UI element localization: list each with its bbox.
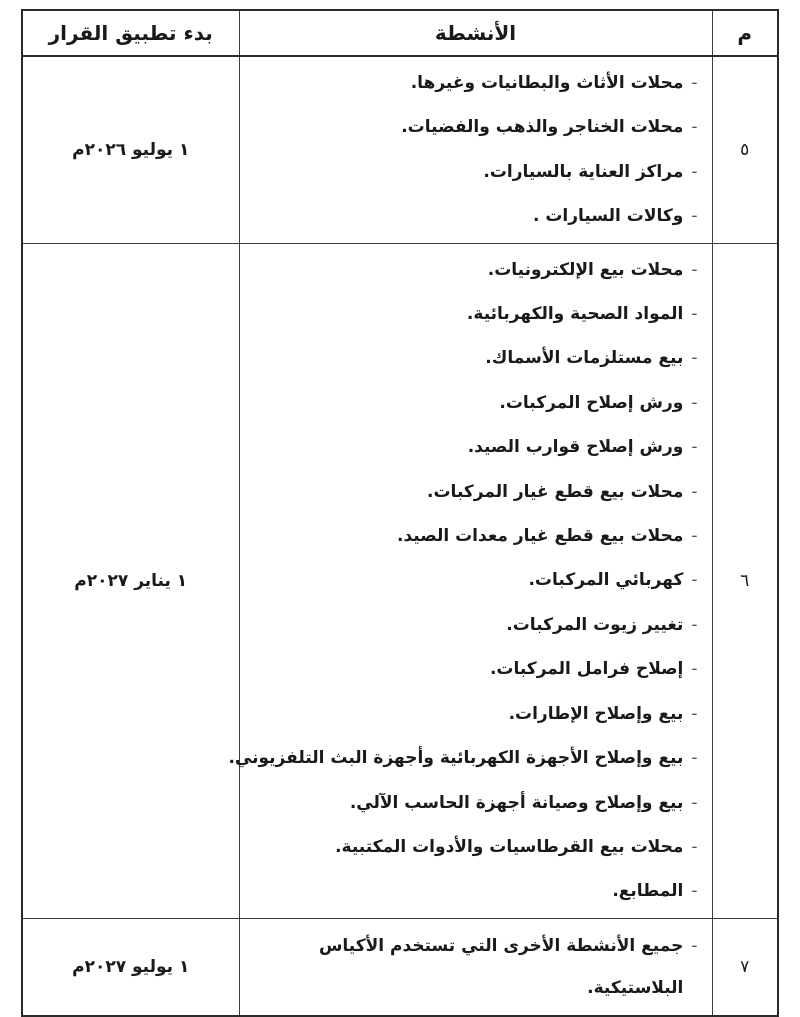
activities-cell: [228, 243, 712, 918]
activity-text: محلات الخناجر والذهب والفضيات.: [401, 117, 684, 138]
dash-bullet-icon: -: [691, 792, 698, 813]
header-activities: الأنشطة: [239, 10, 712, 56]
start-date: ١ يناير ٢٠٢٧م: [22, 243, 239, 918]
activities-list: [248, 61, 698, 239]
list-item: [248, 336, 698, 380]
list-item: [248, 150, 698, 194]
activity-text: بيع مستلزمات الأسماك.: [485, 348, 684, 369]
dash-bullet-icon: -: [691, 836, 698, 857]
activity-text: جميع الأنشطة الأخرى التي تستخدم الأكياس البلاستيكية.: [318, 935, 684, 998]
row-number: ٧: [712, 918, 778, 1016]
activity-text: إصلاح فرامل المركبات.: [489, 659, 684, 680]
list-item: [248, 558, 698, 602]
activities-cell: [239, 918, 712, 1016]
list-item: [248, 381, 698, 425]
dash-bullet-icon: -: [691, 73, 698, 93]
table-row: [22, 56, 778, 243]
list-item: [228, 736, 698, 780]
activity-text: بيع وإصلاح الإطارات.: [508, 703, 684, 724]
table-header: [22, 10, 778, 56]
dash-bullet-icon: -: [691, 117, 698, 138]
list-item: [248, 925, 698, 1009]
list-item: [248, 869, 698, 913]
row-number: ٦: [712, 243, 778, 918]
activity-text: مراكز العناية بالسيارات.: [483, 161, 684, 182]
list-item: [248, 105, 698, 149]
list-item: [248, 825, 698, 869]
dash-bullet-icon: -: [691, 348, 698, 369]
dash-bullet-icon: -: [691, 659, 698, 680]
activity-text: المطابع.: [612, 881, 684, 902]
list-item: [248, 194, 698, 238]
row-number: ٥: [712, 56, 778, 243]
activity-text: بيع وإصلاح الأجهزة الكهربائية وأجهزة البث التلفزيوني.: [228, 748, 684, 769]
header-number: م: [712, 10, 778, 56]
header-row: [22, 10, 778, 56]
activity-text: المواد الصحية والكهربائية.: [466, 304, 684, 325]
activity-text: بيع وإصلاح وصيانة أجهزة الحاسب الآلي.: [349, 792, 684, 813]
list-item: [248, 603, 698, 647]
start-date: ١ يوليو ٢٠٢٧م: [22, 918, 239, 1016]
activity-text: وكالات السيارات .: [532, 206, 684, 227]
dash-bullet-icon: -: [691, 935, 698, 956]
list-item: [248, 425, 698, 469]
dash-bullet-icon: -: [691, 304, 698, 325]
activity-text: محلات بيع قطع غيار معدات الصيد.: [397, 526, 684, 547]
activity-text: ورش إصلاح قوارب الصيد.: [467, 437, 684, 458]
activity-text: محلات بيع الإلكترونيات.: [487, 259, 684, 280]
activity-text: محلات بيع القرطاسيات والأدوات المكتبية.: [335, 836, 684, 857]
list-item: [248, 61, 698, 105]
activity-text: ورش إصلاح المركبات.: [499, 392, 684, 413]
dash-bullet-icon: -: [691, 206, 698, 227]
activity-text: كهربائي المركبات.: [528, 570, 684, 591]
list-item: [248, 470, 698, 514]
table-body: [22, 56, 778, 1016]
list-item: [248, 248, 698, 292]
activity-text: محلات الأثاث والبطانيات وغيرها.: [410, 73, 684, 93]
activity-text: محلات بيع قطع غيار المركبات.: [427, 481, 684, 502]
list-item: [248, 514, 698, 558]
activity-text: تغيير زيوت المركبات.: [506, 614, 684, 635]
dash-bullet-icon: -: [691, 161, 698, 182]
dash-bullet-icon: -: [691, 703, 698, 724]
dash-bullet-icon: -: [691, 437, 698, 458]
list-item: [248, 781, 698, 825]
header-start-date: بدء تطبيق القرار: [22, 10, 239, 56]
start-date: ١ يوليو ٢٠٢٦م: [22, 56, 239, 243]
list-item: [248, 292, 698, 336]
table-row: [22, 918, 778, 1016]
list-item: [248, 692, 698, 736]
activities-schedule-table: [21, 9, 779, 1017]
dash-bullet-icon: -: [691, 570, 698, 591]
dash-bullet-icon: -: [691, 881, 698, 902]
dash-bullet-icon: -: [691, 526, 698, 547]
dash-bullet-icon: -: [691, 614, 698, 635]
activities-list: [248, 925, 698, 1009]
dash-bullet-icon: -: [691, 392, 698, 413]
dash-bullet-icon: -: [691, 259, 698, 280]
dash-bullet-icon: -: [691, 748, 698, 769]
activities-cell: [239, 56, 712, 243]
dash-bullet-icon: -: [691, 481, 698, 502]
table-row: [22, 243, 778, 918]
list-item: [248, 647, 698, 691]
activities-list: [228, 248, 698, 914]
